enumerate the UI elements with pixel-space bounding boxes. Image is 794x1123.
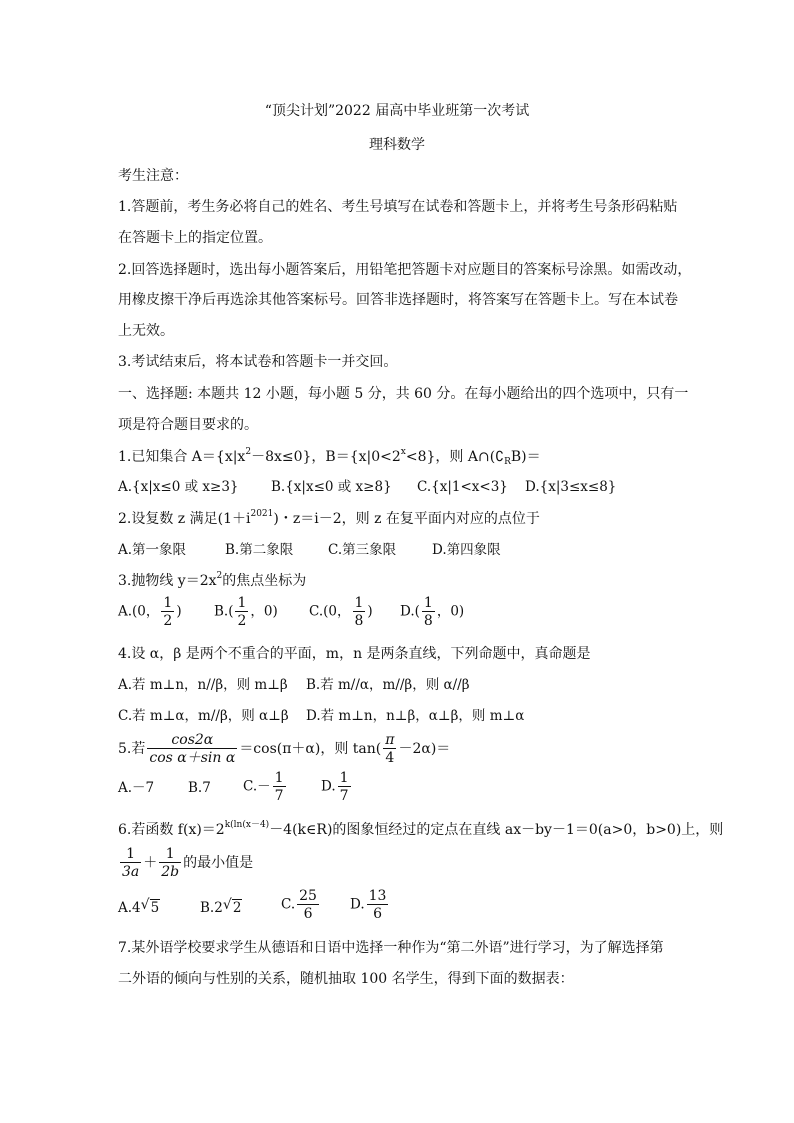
question-6-option-d: D. $\frac{13}{6}$	[350, 888, 387, 922]
question-5-option-a: A.－7	[118, 780, 155, 796]
question-3-option-b: B.( $\frac{1}{2}$ ，0)	[214, 595, 278, 629]
notice-heading: 考生注意：	[118, 168, 188, 184]
question-5-option-b: B.7	[188, 780, 211, 796]
question-4-option-c: C.若 m⊥α，m//β，则 α⊥β	[118, 708, 289, 724]
question-5-option-d: D. $\frac{1}{7}$	[321, 770, 349, 804]
question-1-option-c: C.{x|1<x<3}	[417, 479, 508, 495]
sqrt-symbol: √ 2	[222, 897, 242, 916]
question-1-option-b: B.{x|x≤0 或 x≥8}	[271, 479, 392, 495]
question-2-option-d: D.第四象限	[432, 542, 501, 558]
question-5-option-c: C.－ $\frac{1}{7}$	[243, 770, 284, 804]
question-2-option-c: C.第三象限	[328, 542, 397, 558]
question-6-option-b: B.2 √ 2	[200, 897, 242, 916]
sqrt-symbol: √ 5	[140, 897, 160, 916]
question-5-stem: 5.若 $\frac{\cos 2\alpha}{\text{cos α＋sin α}}$ ＝cos(π＋α)，则 tan( $\frac{\pi}{4}$ －2α)＝	[118, 732, 451, 766]
question-2-option-b: B.第二象限	[225, 542, 294, 558]
question-3-option-c: C.(0， $\frac{1}{8}$ )	[309, 595, 373, 629]
notice-item-2-line-1: 2.回答选择题时，选出每小题答案后，用铅笔把答题卡对应题目的答案标号涂黑。如需改动，	[118, 262, 692, 278]
question-1-stem: 1.已知集合 $A=\{x|x^2-8x\le 0\}$，$B=\{x|0<2^x<8\}$，则 $A\cap(∁_RB)=$	[118, 447, 541, 467]
question-3-option-d: D.( $\frac{1}{8}$ ，0)	[400, 595, 465, 629]
question-4-option-d: D.若 m⊥n，n⊥β，α⊥β，则 m⊥α	[306, 708, 525, 724]
question-4-stem: 4.设 α，β 是两个不重合的平面，m，n 是两条直线，下列命题中，真命题是	[118, 646, 591, 662]
question-2-option-a: A.第一象限	[118, 542, 187, 558]
question-4-option-a: A.若 m⊥n，n//β，则 m⊥β	[118, 677, 288, 693]
question-3-stem: 3.抛物线 $y=2x^2$的焦点坐标为	[118, 571, 307, 589]
notice-item-2-line-2: 用橡皮擦干净后再选涂其他答案标号。回答非选择题时，将答案写在答题卡上。写在本试卷	[118, 292, 678, 308]
question-2-stem: 2.设复数 z 满足$(1+i^{2021})$・z＝i－2，则 z 在复平面内对应的点位于	[118, 509, 540, 527]
notice-item-2-line-3: 上无效。	[118, 323, 174, 339]
exam-title: “顶尖计划”2022 届高中毕业班第一次考试	[264, 103, 530, 119]
question-1-option-a: A.{x|x≤0 或 x≥3}	[118, 479, 239, 495]
section-1-instructions-line-1: 一、选择题: 本题共 12 小题，每小题 5 分，共 60 分。在每小题给出的四个选项中，只有一	[118, 386, 689, 402]
question-7-stem-line-2: 二外语的倾向与性别的关系，随机抽取 100 名学生，得到下面的数据表：	[118, 971, 574, 987]
question-6-stem: 6.若函数 $f(x)=2^{k(ln(x-4)}-4(k\in R)$的图象恒经过的定点在直线 ax－by－1＝0(a>0，b>0)上，则	[118, 820, 724, 838]
notice-item-1-line-1: 1.答题前，考生务必将自己的姓名、考生号填写在试卷和答题卡上，并将考生号条形码粘贴	[118, 199, 678, 215]
question-1-option-d: D.{x|3≤x≤8}	[525, 479, 617, 495]
notice-item-1-line-2: 在答题卡上的指定位置。	[118, 230, 272, 246]
question-4-option-b: B.若 m//α，m//β，则 α//β	[306, 677, 470, 693]
question-6-option-a: A.4 √ 5	[118, 897, 160, 916]
notice-item-3: 3.考试结束后，将本试卷和答题卡一并交回。	[118, 354, 398, 370]
section-1-instructions-line-2: 项是符合题目要求的。	[118, 417, 258, 433]
exam-subject: 理科数学	[369, 137, 425, 153]
question-6-option-c: C. $\frac{25}{6}$	[281, 888, 317, 922]
question-7-stem-line-1: 7.某外语学校要求学生从德语和日语中选择一种作为“第二外语”进行学习，为了解选择第	[118, 940, 664, 956]
question-6-stem-expression: $\frac{1}{3a}$ ＋ $\frac{1}{2b}$ 的最小值是	[122, 846, 254, 880]
question-3-option-a: A.(0， $\frac{1}{2}$ )	[118, 595, 182, 629]
